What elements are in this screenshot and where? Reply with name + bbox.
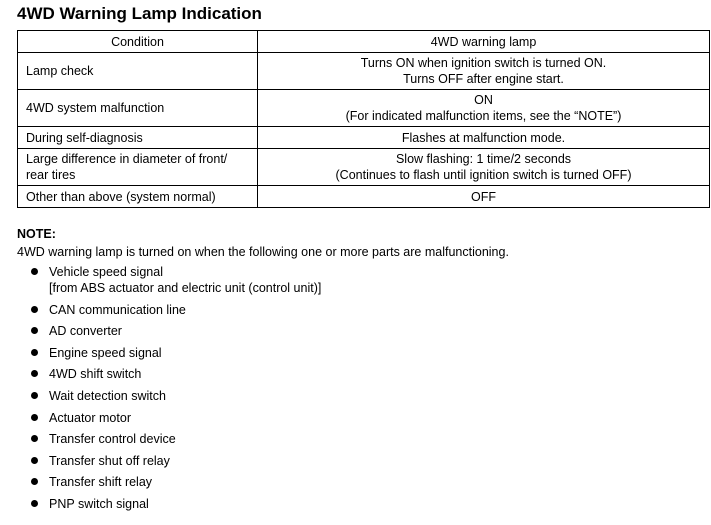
list-item-text: PNP switch signal: [49, 496, 149, 511]
warning-lamp-table: [17, 30, 710, 208]
condition-text: During self-diagnosis: [26, 130, 143, 145]
bullet-icon: [31, 457, 38, 464]
lamp-state-line: ON: [474, 93, 493, 107]
bullet-icon: [31, 435, 38, 442]
list-item-text: Actuator motor: [49, 410, 131, 425]
bullet-icon: [31, 349, 38, 356]
malfunction-parts-list: [0, 264, 321, 512]
list-item-text: Wait detection switch: [49, 388, 166, 403]
list-item: [0, 264, 321, 296]
list-item: [0, 388, 321, 404]
table-row: [18, 90, 710, 127]
lamp-state-cell: [258, 127, 710, 149]
condition-text: Other than above (system normal): [26, 189, 216, 204]
lamp-state-cell: [258, 186, 710, 208]
condition-text: Lamp check: [26, 64, 94, 78]
bullet-icon: [31, 268, 38, 275]
list-item: [0, 474, 321, 490]
list-item: [0, 366, 321, 382]
condition-text: rear tires: [26, 168, 76, 182]
lamp-state-line: Turns OFF after engine start.: [403, 72, 564, 86]
list-item-text: 4WD shift switch: [49, 367, 142, 382]
condition-cell: [18, 127, 258, 149]
bullet-icon: [31, 306, 38, 313]
header-condition: Condition: [18, 31, 258, 53]
list-item: [0, 302, 321, 318]
table-row: [18, 127, 710, 149]
lamp-state-line: (Continues to flash until ignition switch is turned OFF): [335, 168, 632, 182]
lamp-state-line: (For indicated malfunction items, see the “NOTE”): [345, 109, 622, 123]
lamp-state-cell: [258, 53, 710, 90]
lamp-state-line: Flashes at malfunction mode.: [401, 130, 566, 145]
bullet-icon: [31, 500, 38, 507]
list-item: [0, 431, 321, 447]
list-item-text: Vehicle speed signal: [49, 265, 163, 279]
table-row: [18, 186, 710, 208]
bullet-icon: [31, 414, 38, 421]
condition-cell: [18, 90, 258, 127]
list-item: [0, 410, 321, 426]
lamp-state-line: Slow flashing: 1 time/2 seconds: [395, 152, 572, 166]
list-item-text: Engine speed signal: [49, 345, 162, 360]
table-row: [18, 53, 710, 90]
note-label: NOTE:: [17, 227, 56, 241]
condition-cell: [18, 53, 258, 90]
page-title: 4WD Warning Lamp Indication: [17, 4, 262, 23]
list-item-text: AD converter: [49, 324, 122, 339]
list-item: [0, 453, 321, 469]
list-item: [0, 323, 321, 339]
bullet-icon: [31, 478, 38, 485]
table-header-row: [18, 31, 710, 53]
bullet-icon: [31, 327, 38, 334]
condition-text: Large difference in diameter of front/: [26, 152, 228, 166]
list-item-text: CAN communication line: [49, 302, 186, 317]
bullet-icon: [31, 370, 38, 377]
condition-text: 4WD system malfunction: [26, 101, 165, 115]
lamp-state-line: OFF: [471, 189, 496, 204]
lamp-state-cell: [258, 90, 710, 127]
list-item-text: Transfer control device: [49, 432, 176, 447]
table-row: [18, 149, 710, 186]
list-item: [0, 496, 321, 512]
list-item-text: Transfer shift relay: [49, 475, 153, 490]
list-item-subtext: [from ABS actuator and electric unit (control unit)]: [49, 281, 322, 295]
lamp-state-cell: [258, 149, 710, 186]
list-item: [0, 345, 321, 361]
note-text: 4WD warning lamp is turned on when the following one or more parts are malfunctioning.: [17, 245, 509, 259]
list-item-text: Transfer shut off relay: [49, 453, 170, 468]
condition-cell: [18, 149, 258, 186]
lamp-state-line: Turns ON when ignition switch is turned ON.: [360, 56, 607, 70]
condition-cell: [18, 186, 258, 208]
bullet-icon: [31, 392, 38, 399]
header-warning-lamp: 4WD warning lamp: [258, 31, 710, 53]
